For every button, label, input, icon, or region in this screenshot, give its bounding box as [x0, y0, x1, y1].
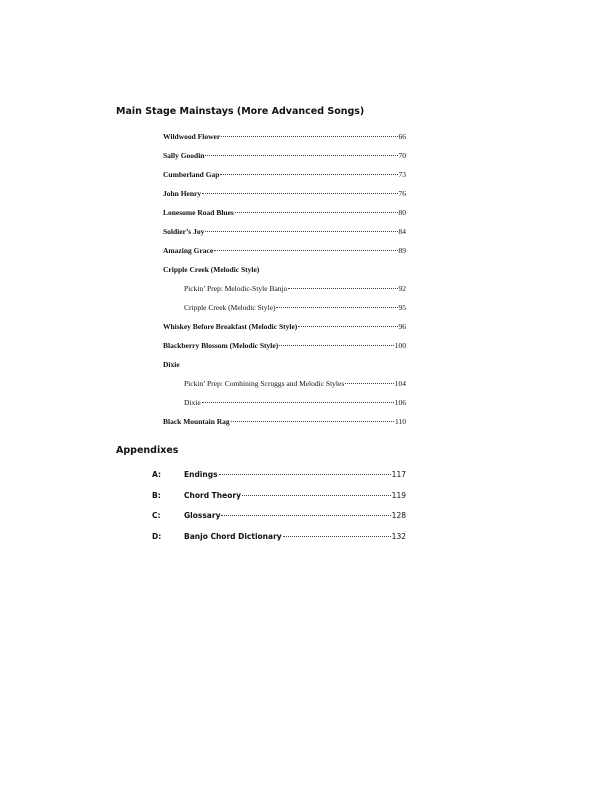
toc-entry-title: Whiskey Before Breakfast (Melodic Style): [163, 322, 298, 331]
toc-entry-page: 96: [398, 322, 406, 331]
toc-entry-page: 106: [394, 398, 406, 407]
appendix-page: 132: [391, 532, 406, 541]
dot-leader: [242, 495, 391, 496]
toc-entry-page: 95: [398, 303, 406, 312]
toc-entry[interactable]: [163, 226, 406, 237]
toc-entry-title: Dixie: [163, 360, 180, 369]
toc-entry-title: Pickin’ Prep: Combining Scruggs and Melodic Styles: [184, 379, 345, 388]
dot-leader: [235, 212, 398, 213]
dot-leader: [202, 193, 397, 194]
dot-leader: [283, 536, 391, 537]
appendix-entry[interactable]: [152, 510, 406, 521]
dot-leader: [205, 155, 397, 156]
appendix-title: Banjo Chord Dictionary: [184, 532, 282, 541]
toc-subentry[interactable]: [163, 378, 406, 389]
toc-entry[interactable]: [163, 321, 406, 332]
toc-entry[interactable]: [163, 340, 406, 351]
dot-leader: [231, 421, 394, 422]
toc-subentry[interactable]: [163, 283, 406, 294]
appendix-page: 128: [391, 511, 406, 520]
toc-entry-title: Soldier’s Joy: [163, 227, 205, 236]
toc-entry[interactable]: [163, 245, 406, 256]
dot-leader: [219, 474, 391, 475]
toc-entry-title: Cumberland Gap: [163, 170, 220, 179]
toc-entry-page: 80: [398, 208, 406, 217]
toc-entry-title: Black Mountain Rag: [163, 417, 230, 426]
appendix-page: 119: [391, 491, 406, 500]
toc-entry-page: 73: [398, 170, 406, 179]
toc-entry-page: 84: [398, 227, 406, 236]
toc-entry-title: Dixie: [184, 398, 201, 407]
toc-entry-title: John Henry: [163, 189, 202, 198]
appendix-letter: A:: [152, 470, 161, 479]
appendix-title: Glossary: [184, 511, 221, 520]
dot-leader: [221, 136, 397, 137]
dot-leader: [279, 345, 394, 346]
section-title-main-stage: Main Stage Mainstays (More Advanced Songs): [116, 106, 365, 117]
appendix-title: Endings: [184, 470, 218, 479]
toc-entry-title: Blackberry Blossom (Melodic Style): [163, 341, 279, 350]
toc-entry-title: Pickin’ Prep: Melodic-Style Banjo: [184, 284, 288, 293]
dot-leader: [345, 383, 393, 384]
appendix-entry[interactable]: [152, 531, 406, 542]
dot-leader: [205, 231, 397, 232]
appendix-letter: D:: [152, 532, 162, 541]
appendix-page: 117: [391, 470, 406, 479]
toc-entry-title: Cripple Creek (Melodic Style): [184, 303, 276, 312]
toc-entry-title: Amazing Grace: [163, 246, 214, 255]
toc-entry-page: 92: [398, 284, 406, 293]
section-title-appendixes: Appendixes: [116, 445, 179, 456]
toc-entry[interactable]: [163, 207, 406, 218]
toc-entry-page: 104: [394, 379, 406, 388]
dot-leader: [298, 326, 397, 327]
toc-entry[interactable]: [163, 188, 406, 199]
toc-entry-page: 76: [398, 189, 406, 198]
toc-entry[interactable]: [163, 416, 406, 427]
toc-subentry[interactable]: [163, 302, 406, 313]
toc-entry-page: 100: [394, 341, 406, 350]
dot-leader: [202, 402, 394, 403]
toc-entry-title: Wildwood Flower: [163, 132, 221, 141]
toc-entry-page: 66: [398, 132, 406, 141]
appendix-letter: B:: [152, 491, 161, 500]
toc-entry-title: Cripple Creek (Melodic Style): [163, 265, 260, 274]
toc-entry-page: 110: [395, 417, 406, 426]
dot-leader: [221, 515, 390, 516]
toc-entry-title: Sally Goodin: [163, 151, 205, 160]
dot-leader: [276, 307, 397, 308]
dot-leader: [214, 250, 397, 251]
dot-leader: [288, 288, 397, 289]
toc-group-heading: [163, 359, 406, 370]
appendix-entry[interactable]: [152, 469, 406, 480]
appendix-entry[interactable]: [152, 490, 406, 501]
toc-group-heading: [163, 264, 406, 275]
dot-leader: [220, 174, 397, 175]
toc-entry-page: 70: [398, 151, 406, 160]
toc-entry[interactable]: [163, 150, 406, 161]
toc-entry[interactable]: [163, 169, 406, 180]
toc-entry-page: 89: [398, 246, 406, 255]
toc-subentry[interactable]: [163, 397, 406, 408]
toc-entry-title: Lonesome Road Blues: [163, 208, 234, 217]
toc-entry[interactable]: [163, 131, 406, 142]
appendix-letter: C:: [152, 511, 161, 520]
appendix-title: Chord Theory: [184, 491, 241, 500]
